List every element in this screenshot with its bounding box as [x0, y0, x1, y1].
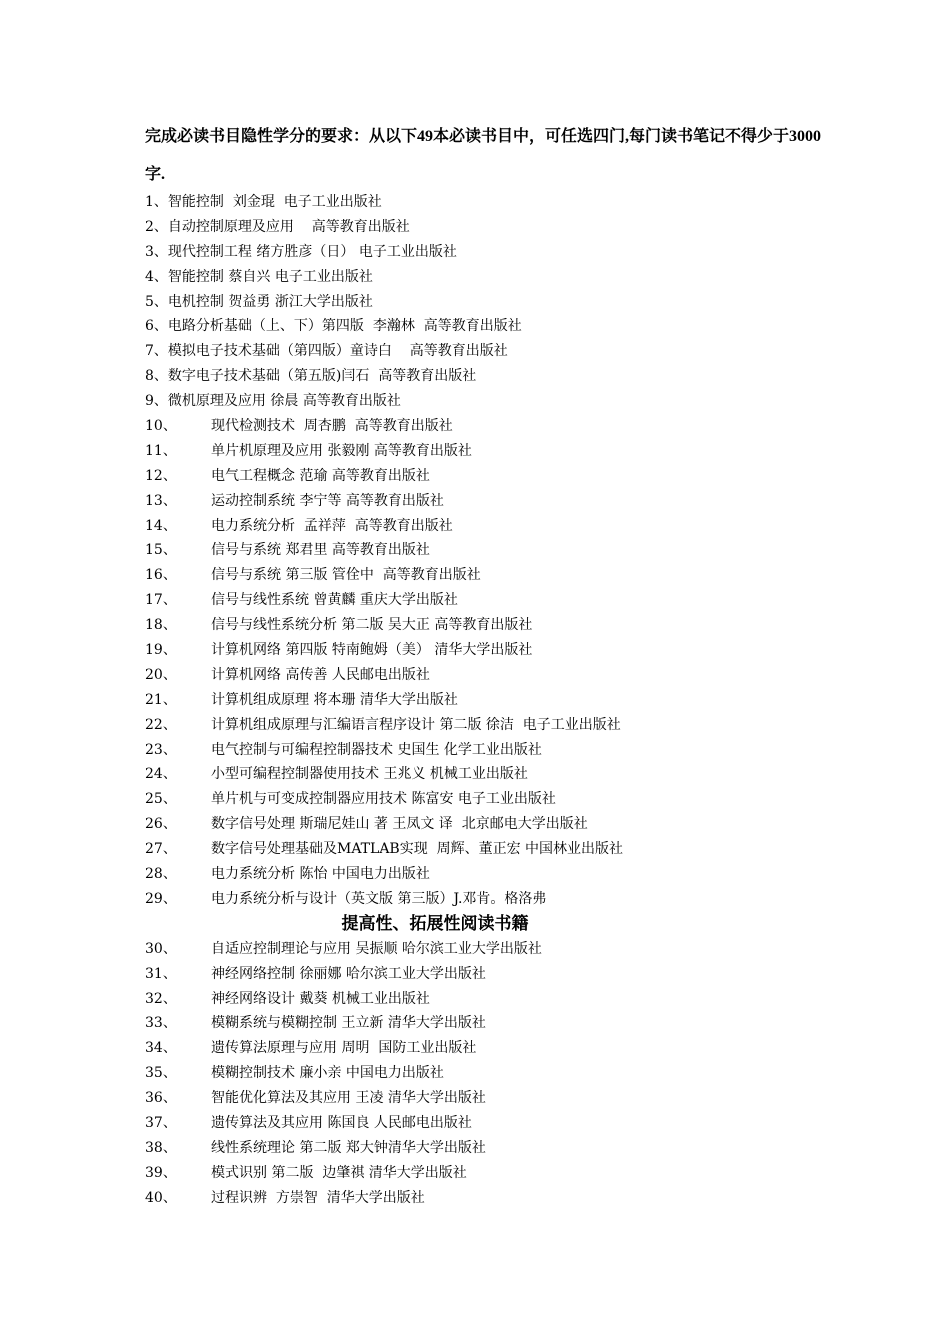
book-entry: 数字电子技术基础（第五版)闫石 高等教育出版社: [167, 368, 477, 385]
book-entry: 计算机网络 第四版 特南鲍姆（美） 清华大学出版社: [211, 642, 533, 659]
item-number: 23、: [145, 741, 177, 758]
item-number: 26、: [145, 816, 177, 833]
book-entry: 模糊系统与模糊控制 王立新 清华大学出版社: [211, 1015, 486, 1032]
item-number: 9、: [145, 393, 168, 410]
list-item: [145, 464, 845, 489]
book-entry: 计算机组成原理与汇编语言程序设计 第二版 徐洁 电子工业出版社: [211, 716, 621, 733]
book-entry: 信号与线性系统 曾黄麟 重庆大学出版社: [211, 592, 458, 609]
list-item: [145, 265, 845, 290]
list-item: [145, 937, 845, 962]
list-item: [145, 1186, 845, 1211]
list-item: [145, 290, 845, 315]
list-item: [145, 962, 845, 987]
item-number: 30、: [145, 940, 177, 957]
list-item: [145, 414, 845, 439]
list-item: [145, 1136, 845, 1161]
item-number: 4、: [145, 268, 168, 285]
extended-books-list: [145, 937, 845, 1211]
item-number: 36、: [145, 1090, 177, 1107]
item-number: 11、: [145, 442, 177, 459]
list-item: [145, 588, 845, 613]
list-item: [145, 638, 845, 663]
list-item: [145, 1111, 845, 1136]
book-entry: 运动控制系统 李宁等 高等教育出版社: [211, 492, 444, 509]
item-number: 18、: [145, 617, 177, 634]
item-number: 10、: [145, 418, 177, 435]
list-item: [145, 364, 845, 389]
book-entry: 现代检测技术 周杏鹏 高等教育出版社: [211, 418, 453, 435]
book-entry: 电气控制与可编程控制器技术 史国生 化学工业出版社: [211, 741, 542, 758]
list-item: [145, 663, 845, 688]
list-item: [145, 489, 845, 514]
book-entry: 信号与线性系统分析 第二版 吴大正 高等教育出版社: [211, 617, 533, 634]
list-item: [145, 314, 845, 339]
item-number: 39、: [145, 1164, 177, 1181]
item-number: 17、: [145, 592, 177, 609]
item-number: 31、: [145, 965, 177, 982]
book-entry: 遗传算法及其应用 陈国良 人民邮电出版社: [211, 1114, 472, 1131]
list-item: [145, 862, 845, 887]
item-number: 7、: [145, 343, 168, 360]
item-number: 13、: [145, 492, 177, 509]
book-entry: 智能优化算法及其应用 王凌 清华大学出版社: [211, 1090, 486, 1107]
book-entry: 现代控制工程 绪方胜彦（日） 电子工业出版社: [167, 243, 457, 260]
book-entry: 模糊控制技术 廉小亲 中国电力出版社: [211, 1065, 444, 1082]
item-number: 20、: [145, 666, 177, 683]
list-item: [145, 240, 845, 265]
book-entry: 计算机组成原理 将本珊 清华大学出版社: [211, 691, 458, 708]
item-number: 15、: [145, 542, 177, 559]
book-entry: 智能控制 刘金琨 电子工业出版社: [167, 194, 382, 210]
list-item: [145, 439, 845, 464]
item-number: 34、: [145, 1040, 177, 1057]
item-number: 12、: [145, 467, 177, 484]
book-entry: 电力系统分析 陈怡 中国电力出版社: [211, 866, 430, 883]
item-number: 22、: [145, 716, 177, 733]
item-number: 6、: [145, 318, 168, 335]
item-number: 1、: [145, 194, 168, 210]
list-item: [145, 538, 845, 563]
book-entry: 电力系统分析 孟祥萍 高等教育出版社: [211, 517, 453, 534]
list-item: [145, 215, 845, 240]
book-entry: 线性系统理论 第二版 郑大钟清华大学出版社: [211, 1139, 486, 1156]
list-item: [145, 1061, 845, 1086]
book-entry: 模拟电子技术基础（第四版）童诗白 高等教育出版社: [167, 343, 508, 360]
book-entry: 计算机网络 高传善 人民邮电出版社: [211, 666, 430, 683]
book-entry: 神经网络设计 戴葵 机械工业出版社: [211, 990, 430, 1007]
item-number: 32、: [145, 990, 177, 1007]
item-number: 8、: [145, 368, 168, 385]
list-item: [145, 987, 845, 1012]
item-number: 21、: [145, 691, 177, 708]
item-number: 25、: [145, 791, 177, 808]
requirements-intro: 完成必读书目隐性学分的要求：从以下49本必读书目中，可任选四门,每门读书笔记不得少于3000字.: [145, 128, 822, 183]
book-entry: 遗传算法原理与应用 周明 国防工业出版社: [211, 1040, 477, 1057]
book-entry: 过程识辨 方崇智 清华大学出版社: [211, 1189, 425, 1206]
list-item: [145, 563, 845, 588]
list-item: [145, 812, 845, 837]
book-entry: 自动控制原理及应用 高等教育出版社: [167, 218, 410, 235]
list-item: [145, 688, 845, 713]
book-entry: 模式识别 第二版 边肇祺 清华大学出版社: [211, 1164, 467, 1181]
book-entry: 微机原理及应用 徐晨 高等教育出版社: [167, 393, 401, 410]
item-number: 33、: [145, 1015, 177, 1032]
list-item: [145, 339, 845, 364]
item-number: 40、: [145, 1189, 177, 1206]
book-list: [145, 190, 845, 1211]
list-item: [145, 1036, 845, 1061]
item-number: 5、: [145, 293, 168, 310]
book-entry: 电气工程概念 范瑜 高等教育出版社: [211, 467, 430, 484]
list-item: [145, 738, 845, 763]
list-item: [145, 713, 845, 738]
item-number: 14、: [145, 517, 177, 534]
list-item: [145, 514, 845, 539]
item-number: 29、: [145, 890, 177, 907]
item-number: 37、: [145, 1114, 177, 1131]
book-entry: 信号与系统 郑君里 高等教育出版社: [211, 542, 430, 559]
item-number: 35、: [145, 1065, 177, 1082]
list-item: [145, 613, 845, 638]
item-number: 24、: [145, 766, 177, 783]
list-item: [145, 837, 845, 862]
item-number: 28、: [145, 866, 177, 883]
book-entry: 自适应控制理论与应用 吴振顺 哈尔滨工业大学出版社: [211, 940, 542, 957]
book-entry: 单片机与可变成控制器应用技术 陈富安 电子工业出版社: [211, 791, 556, 808]
list-item: [145, 887, 845, 912]
required-books-list: [145, 190, 845, 912]
book-entry: 电机控制 贺益勇 浙江大学出版社: [167, 293, 373, 310]
book-entry: 单片机原理及应用 张毅刚 高等教育出版社: [211, 442, 472, 459]
list-item: [145, 762, 845, 787]
book-entry: 小型可编程控制器使用技术 王兆义 机械工业出版社: [211, 766, 528, 783]
item-number: 2、: [145, 218, 168, 235]
book-entry: 电力系统分析与设计（英文版 第三版）J.邓肯。格洛弗: [211, 890, 547, 907]
list-item: [145, 1011, 845, 1036]
book-entry: 数字信号处理 斯瑞尼娃山 著 王凤文 译 北京邮电大学出版社: [211, 816, 588, 833]
book-entry: 智能控制 蔡自兴 电子工业出版社: [167, 268, 373, 285]
item-number: 27、: [145, 841, 177, 858]
item-number: 16、: [145, 567, 177, 584]
list-item: [145, 389, 845, 414]
section-heading: 提高性、拓展性阅读书籍: [341, 913, 529, 934]
list-item: [145, 787, 845, 812]
book-entry: 神经网络控制 徐丽娜 哈尔滨工业大学出版社: [211, 965, 486, 982]
list-item: [145, 1086, 845, 1111]
list-item: [145, 190, 845, 215]
item-number: 38、: [145, 1139, 177, 1156]
item-number: 19、: [145, 642, 177, 659]
book-entry: 信号与系统 第三版 管佺中 高等教育出版社: [211, 567, 481, 584]
list-item: [145, 1161, 845, 1186]
book-entry: 数字信号处理基础及MATLAB实现 周辉、董正宏 中国林业出版社: [211, 841, 624, 858]
item-number: 3、: [145, 243, 168, 260]
book-entry: 电路分析基础（上、下）第四版 李瀚林 高等教育出版社: [167, 318, 522, 335]
